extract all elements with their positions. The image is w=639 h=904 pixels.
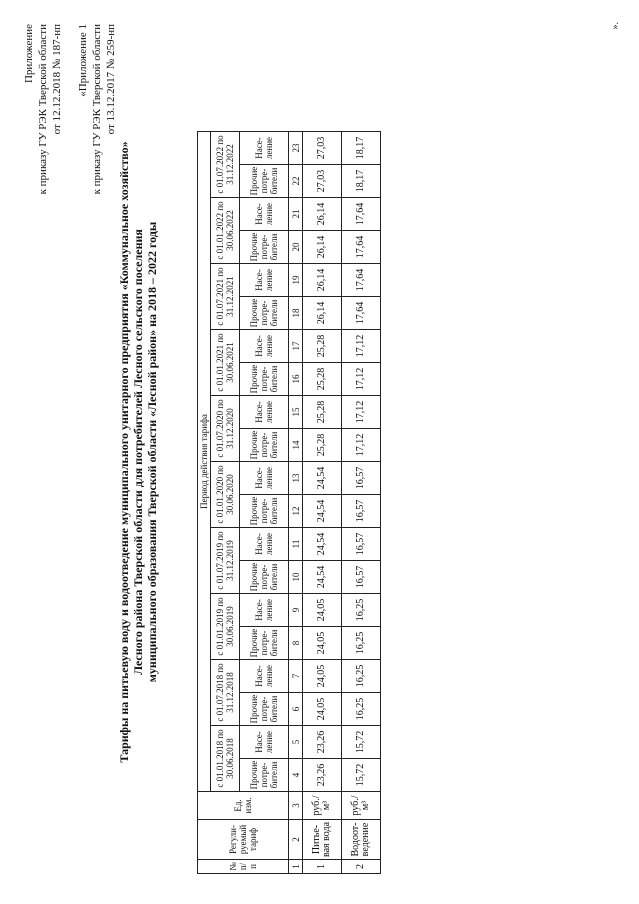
column-number: 23 (289, 132, 303, 165)
group-header-population: Насе-ление (240, 330, 289, 363)
tariff-value: 24,54 (303, 495, 342, 528)
tariff-value: 16,57 (342, 528, 381, 561)
col-header-unit: Ед. изм. (198, 792, 289, 820)
tariff-value: 17,12 (342, 330, 381, 363)
group-header-population: Насе-ление (240, 198, 289, 231)
column-number: 12 (289, 495, 303, 528)
group-header-population: Насе-ление (240, 660, 289, 693)
column-number: 20 (289, 231, 303, 264)
tariff-value: 16,57 (342, 462, 381, 495)
column-number: 3 (289, 792, 303, 820)
tariff-value: 24,05 (303, 594, 342, 627)
column-number: 16 (289, 363, 303, 396)
group-header-population: Насе-ление (240, 594, 289, 627)
row-number: 1 (303, 860, 342, 874)
group-header-other: Прочие потре-бители (240, 495, 289, 528)
tariff-value: 26,14 (303, 264, 342, 297)
period-header: с 01.07.2022 по 31.12.2022 (211, 132, 240, 198)
column-number: 6 (289, 693, 303, 726)
row-number: 2 (342, 860, 381, 874)
tariff-value: 24,05 (303, 627, 342, 660)
appendix-line: «Приложение 1 (77, 24, 89, 97)
appendix-line: Приложение (23, 24, 35, 84)
tariff-value: 17,12 (342, 396, 381, 429)
period-header: с 01.07.2021 по 31.12.2021 (211, 264, 240, 330)
tariff-value: 17,64 (342, 198, 381, 231)
title-line: Лесного района Тверской области для потребителей Лесного сельского поселения (131, 229, 145, 675)
table-row (342, 132, 381, 874)
tariff-value: 17,12 (342, 363, 381, 396)
tariff-value: 24,05 (303, 693, 342, 726)
group-header-other: Прочие потре-бители (240, 627, 289, 660)
group-header-other: Прочие потре-бители (240, 561, 289, 594)
tariff-value: 25,28 (303, 363, 342, 396)
tariff-value: 18,17 (342, 132, 381, 165)
row-tariff-name: Водоот-ведение (342, 820, 381, 860)
group-header-other: Прочие потре-бители (240, 231, 289, 264)
group-header-population: Насе-ление (240, 528, 289, 561)
tariff-value: 24,54 (303, 528, 342, 561)
tariff-value: 16,25 (342, 693, 381, 726)
group-header-population: Насе-ление (240, 396, 289, 429)
col-header-tariff: Регули-руемый тариф (198, 820, 289, 860)
tariff-value: 23,26 (303, 726, 342, 759)
tariff-value: 26,14 (303, 198, 342, 231)
column-number: 9 (289, 594, 303, 627)
column-number: 5 (289, 726, 303, 759)
tariff-value: 17,64 (342, 231, 381, 264)
tariff-value: 15,72 (342, 726, 381, 759)
group-header-other: Прочие потре-бители (240, 759, 289, 792)
column-number: 7 (289, 660, 303, 693)
column-number: 14 (289, 429, 303, 462)
group-header-other: Прочие потре-бители (240, 429, 289, 462)
period-header: с 01.07.2018 по 31.12.2018 (211, 660, 240, 726)
tariff-value: 16,57 (342, 561, 381, 594)
period-header: с 01.01.2020 по 30.06.2020 (211, 462, 240, 528)
appendix-reference-previous (76, 24, 118, 194)
header-row-groups (240, 132, 289, 874)
period-header: с 01.01.2022 по 30.06.2022 (211, 198, 240, 264)
tariff-value: 17,64 (342, 264, 381, 297)
tariff-value: 16,25 (342, 660, 381, 693)
column-number: 21 (289, 198, 303, 231)
tariff-value: 25,28 (303, 429, 342, 462)
tariff-value: 24,05 (303, 660, 342, 693)
tariff-value: 17,64 (342, 297, 381, 330)
period-header: с 01.07.2019 по 31.12.2019 (211, 528, 240, 594)
tariff-table (197, 131, 381, 874)
column-number: 2 (289, 820, 303, 860)
tariff-value: 25,28 (303, 396, 342, 429)
column-number: 1 (289, 860, 303, 874)
row-unit: руб./м³ (303, 792, 342, 820)
column-number: 13 (289, 462, 303, 495)
tariff-value: 24,54 (303, 462, 342, 495)
tariff-value: 18,17 (342, 165, 381, 198)
column-number: 22 (289, 165, 303, 198)
period-header: с 01.07.2020 по 31.12.2020 (211, 396, 240, 462)
column-number: 19 (289, 264, 303, 297)
group-header-other: Прочие потре-бители (240, 165, 289, 198)
tariff-value: 27,03 (303, 132, 342, 165)
tariff-value: 16,25 (342, 627, 381, 660)
tariff-value: 25,28 (303, 330, 342, 363)
column-number: 15 (289, 396, 303, 429)
header-row-dates (211, 132, 240, 874)
group-header-population: Насе-ление (240, 264, 289, 297)
period-header: с 01.01.2021 по 30.06.2021 (211, 330, 240, 396)
period-header: с 01.01.2018 по 30.06.2018 (211, 726, 240, 792)
appendix-line: к приказу ГУ РЭК Тверской области (37, 24, 49, 195)
group-header-other: Прочие потре-бители (240, 363, 289, 396)
row-tariff-name: Питье-вая вода (303, 820, 342, 860)
table-row (303, 132, 342, 874)
tariff-value: 16,57 (342, 495, 381, 528)
column-number: 8 (289, 627, 303, 660)
tariff-value: 26,14 (303, 297, 342, 330)
column-number: 10 (289, 561, 303, 594)
tariff-value: 24,54 (303, 561, 342, 594)
column-number: 17 (289, 330, 303, 363)
appendix-reference-current (22, 24, 64, 194)
group-header-population: Насе-ление (240, 726, 289, 759)
column-number: 18 (289, 297, 303, 330)
closing-quote: ». (610, 22, 621, 30)
tariff-value: 17,12 (342, 429, 381, 462)
header-row-period (198, 132, 211, 874)
column-number-row (289, 132, 303, 874)
group-header-other: Прочие потре-бители (240, 297, 289, 330)
column-number: 11 (289, 528, 303, 561)
title-line: муниципального образования Тверской области «Лесной район» на 2018 – 2022 годы (145, 221, 159, 683)
period-header: с 01.01.2019 по 30.06.2019 (211, 594, 240, 660)
column-number: 4 (289, 759, 303, 792)
col-header-period: Период действия тарифа (198, 132, 211, 792)
tariff-value: 26,14 (303, 231, 342, 264)
tariff-value: 23,26 (303, 759, 342, 792)
group-header-population: Насе-ление (240, 462, 289, 495)
tariff-value: 27,03 (303, 165, 342, 198)
group-header-population: Насе-ление (240, 132, 289, 165)
group-header-other: Прочие потре-бители (240, 693, 289, 726)
appendix-line: к приказу ГУ РЭК Тверской области (91, 24, 103, 195)
tariff-value: 16,25 (342, 594, 381, 627)
col-header-number: № п/ п (198, 860, 289, 874)
appendix-line: от 12.12.2018 № 187-нп (51, 24, 63, 135)
appendix-line: от 13.12.2017 № 259-нп (105, 24, 117, 135)
document-title (117, 0, 159, 904)
tariff-value: 15,72 (342, 759, 381, 792)
row-unit: руб./м³ (342, 792, 381, 820)
title-line: Тарифы на питьевую воду и водоотведение муниципального унитарного предприятия «Коммунальное хозяйство» (117, 141, 131, 763)
